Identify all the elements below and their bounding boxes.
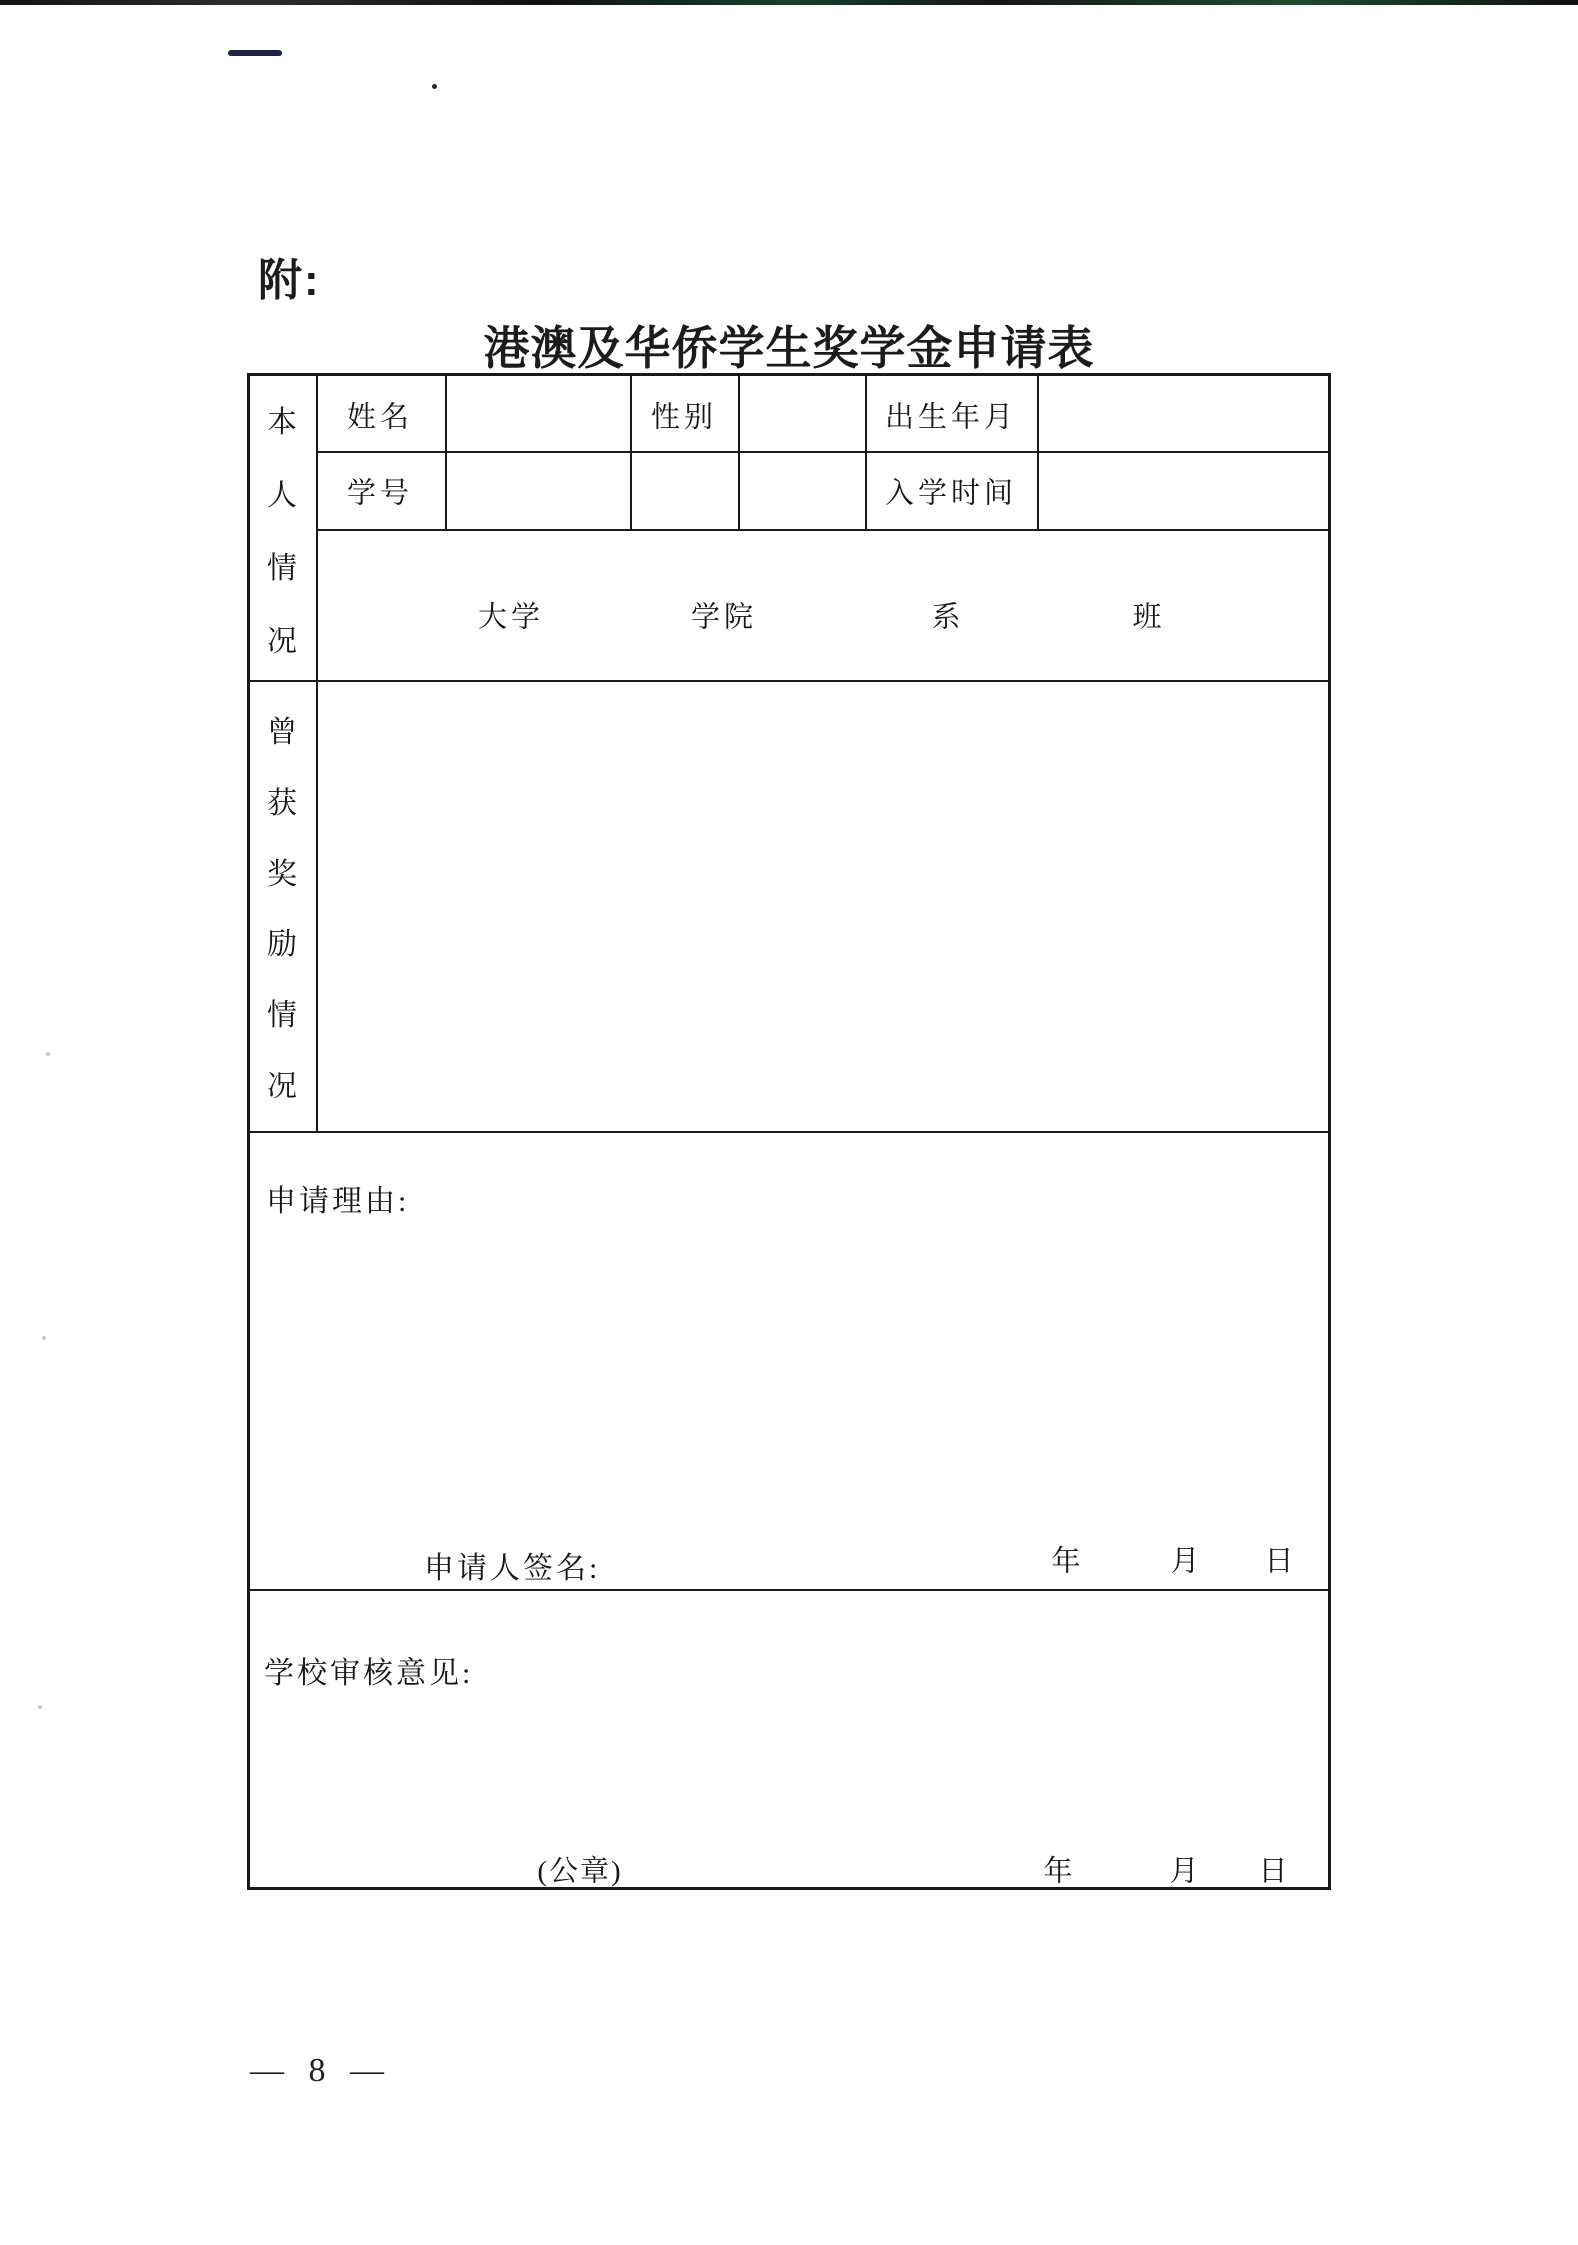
day-label: 日 [1264, 1545, 1294, 1578]
side-label-char: 情 [267, 551, 297, 585]
university-label: 大学 [477, 601, 545, 634]
birthdate-input-cell[interactable] [1039, 376, 1326, 449]
name-label: 姓名 [346, 401, 414, 434]
scan-noise-speck [42, 1336, 46, 1340]
side-label-char: 曾 [267, 716, 297, 750]
applicant-signature-label: 申请人签名: [424, 1552, 601, 1585]
affiliation-input-cell[interactable] [318, 531, 1326, 678]
blank-cell[interactable] [632, 453, 736, 527]
birthdate-label: 出生年月 [884, 401, 1018, 434]
gender-input-cell[interactable] [740, 376, 863, 449]
scan-noise-speck [46, 1052, 50, 1056]
form-title: 港澳及华侨学生奖学金申请表 [483, 322, 1095, 374]
name-input-cell[interactable] [447, 376, 628, 449]
side-label-char: 奖 [267, 857, 297, 891]
awards-side-label [250, 694, 314, 1118]
side-label-char: 本 [267, 405, 297, 439]
side-label-char: 况 [267, 624, 297, 658]
personal-info-side-label [250, 382, 314, 674]
student-id-input-cell[interactable] [447, 453, 628, 527]
month-label: 月 [1169, 1855, 1199, 1888]
official-seal-label: (公章) [537, 1855, 623, 1888]
side-label-char: 情 [267, 998, 297, 1032]
department-label: 系 [931, 601, 965, 634]
side-label-char: 人 [267, 478, 297, 512]
school-review-label: 学校审核意见: [264, 1657, 474, 1690]
scan-artifact-top-edge [0, 0, 1578, 5]
blank-cell[interactable] [740, 453, 863, 527]
reason-label: 申请理由: [266, 1185, 410, 1218]
day-label: 日 [1258, 1855, 1288, 1888]
month-label: 月 [1170, 1545, 1200, 1578]
college-label: 学院 [690, 601, 758, 634]
side-label-char: 获 [267, 786, 297, 820]
gender-label: 性别 [650, 401, 718, 434]
enroll-date-input-cell[interactable] [1039, 453, 1326, 527]
enroll-date-label: 入学时间 [884, 477, 1018, 510]
side-label-char: 励 [267, 928, 297, 962]
application-form-table [247, 373, 1331, 1890]
scan-noise-speck [38, 1705, 42, 1709]
scan-artifact-dash [228, 50, 282, 56]
review-content-cell[interactable] [252, 1591, 1326, 1887]
reason-content-cell[interactable] [252, 1133, 1326, 1587]
attachment-label: 附: [258, 256, 321, 305]
student-id-label: 学号 [346, 477, 414, 510]
year-label: 年 [1043, 1855, 1073, 1888]
class-label: 班 [1132, 601, 1166, 634]
page-number: — 8 — [250, 2052, 392, 2089]
awards-content-cell[interactable] [318, 682, 1326, 1129]
year-label: 年 [1051, 1545, 1081, 1578]
scan-artifact-dot [432, 84, 437, 89]
side-label-char: 况 [267, 1069, 297, 1103]
